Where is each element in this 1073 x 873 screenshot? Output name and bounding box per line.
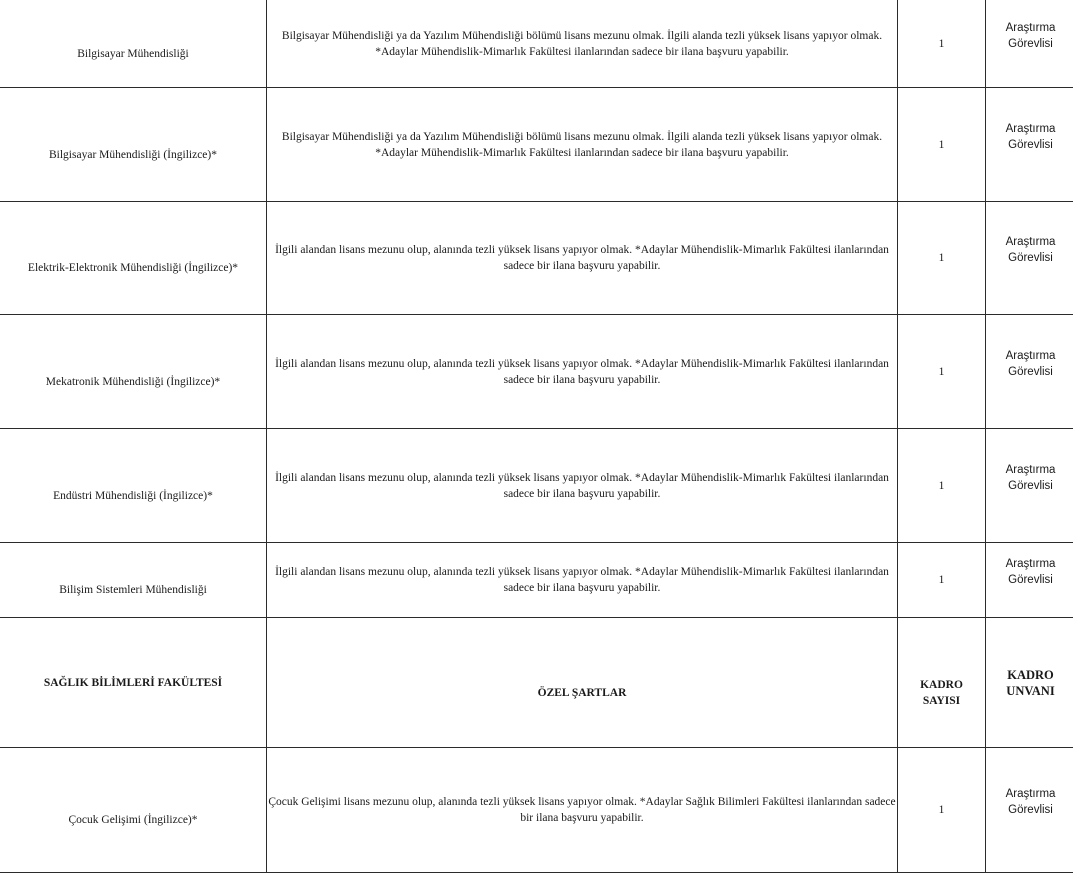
table-row: [0, 748, 1073, 873]
position-title-cell: [986, 748, 1073, 873]
program-cell: [0, 543, 267, 618]
conditions-heading: [267, 618, 898, 748]
program-cell: [0, 202, 267, 315]
program-name: Mekatronik Mühendisliği (İngilizce)*: [46, 374, 220, 390]
position-title: Araştırma Görevlisi: [986, 556, 1073, 588]
conditions-cell: Bilgisayar Mühendisliği ya da Yazılım Mühendisliği bölümü lisans mezunu olmak. İlgili alanda tezli yüksek lisans yapıyor olmak. *Adaylar Mühendislik-Mimarlık Fakültesi ilanlarından sadece bir ilana başvuru yapabilir.: [267, 88, 898, 202]
program-cell: [0, 748, 267, 873]
program-cell: [0, 88, 267, 202]
conditions-cell: İlgili alandan lisans mezunu olup, alanında tezli yüksek lisans yapıyor olmak. *Adaylar Mühendislik-Mimarlık Fakültesi ilanlarından sadece bir ilana başvuru yapabilir.: [267, 315, 898, 429]
count-heading-label: KADRO SAYISI: [912, 677, 971, 709]
table-row: [0, 88, 1073, 202]
position-title-cell: [986, 315, 1073, 429]
table-row: [0, 202, 1073, 315]
position-count: 1: [898, 88, 986, 202]
position-title-cell: [986, 202, 1073, 315]
conditions-heading-label: ÖZEL ŞARTLAR: [538, 685, 627, 701]
title-heading: [986, 618, 1073, 748]
position-count: 1: [898, 543, 986, 618]
title-heading-label: KADRO UNVANI: [996, 667, 1065, 699]
position-count: 1: [898, 202, 986, 315]
program-name: Çocuk Gelişimi (İngilizce)*: [68, 812, 197, 828]
program-name: Bilişim Sistemleri Mühendisliği: [59, 582, 207, 598]
position-title: Araştırma Görevlisi: [986, 234, 1073, 266]
table-row: [0, 543, 1073, 618]
position-title: Araştırma Görevlisi: [986, 348, 1073, 380]
program-cell: [0, 0, 267, 88]
position-title-cell: [986, 543, 1073, 618]
conditions-cell: İlgili alandan lisans mezunu olup, alanında tezli yüksek lisans yapıyor olmak. *Adaylar Mühendislik-Mimarlık Fakültesi ilanlarından sadece bir ilana başvuru yapabilir.: [267, 202, 898, 315]
position-count: 1: [898, 315, 986, 429]
position-count: 1: [898, 0, 986, 88]
position-title-cell: [986, 88, 1073, 202]
conditions-cell: İlgili alandan lisans mezunu olup, alanında tezli yüksek lisans yapıyor olmak. *Adaylar Mühendislik-Mimarlık Fakültesi ilanlarından sadece bir ilana başvuru yapabilir.: [267, 429, 898, 543]
conditions-cell: Çocuk Gelişimi lisans mezunu olup, alanında tezli yüksek lisans yapıyor olmak. *Adaylar Sağlık Bilimleri Fakültesi ilanlarından sadece bir ilana başvuru yapabilir.: [267, 748, 898, 873]
program-cell: [0, 315, 267, 429]
table-row: [0, 429, 1073, 543]
program-name: Endüstri Mühendisliği (İngilizce)*: [53, 488, 213, 504]
position-title: Araştırma Görevlisi: [986, 121, 1073, 153]
position-title-cell: [986, 0, 1073, 88]
program-name: Bilgisayar Mühendisliği (İngilizce)*: [49, 147, 217, 163]
position-title: Araştırma Görevlisi: [986, 462, 1073, 494]
position-title: Araştırma Görevlisi: [986, 786, 1073, 818]
faculty-heading: SAĞLIK BİLİMLERİ FAKÜLTESİ: [0, 618, 267, 748]
program-name: Elektrik-Elektronik Mühendisliği (İngilizce)*: [28, 260, 238, 276]
conditions-cell: Bilgisayar Mühendisliği ya da Yazılım Mühendisliği bölümü lisans mezunu olmak. İlgili alanda tezli yüksek lisans yapıyor olmak. *Adaylar Mühendislik-Mimarlık Fakültesi ilanlarından sadece bir ilana başvuru yapabilir.: [267, 0, 898, 88]
position-title-cell: [986, 429, 1073, 543]
table-row: [0, 0, 1073, 88]
section-header-row: [0, 618, 1073, 748]
conditions-cell: İlgili alandan lisans mezunu olup, alanında tezli yüksek lisans yapıyor olmak. *Adaylar Mühendislik-Mimarlık Fakültesi ilanlarından sadece bir ilana başvuru yapabilir.: [267, 543, 898, 618]
table-row: [0, 315, 1073, 429]
program-name: Bilgisayar Mühendisliği: [77, 46, 188, 62]
position-count: 1: [898, 429, 986, 543]
count-heading: [898, 618, 986, 748]
position-count: 1: [898, 748, 986, 873]
program-cell: [0, 429, 267, 543]
position-title: Araştırma Görevlisi: [986, 20, 1073, 52]
